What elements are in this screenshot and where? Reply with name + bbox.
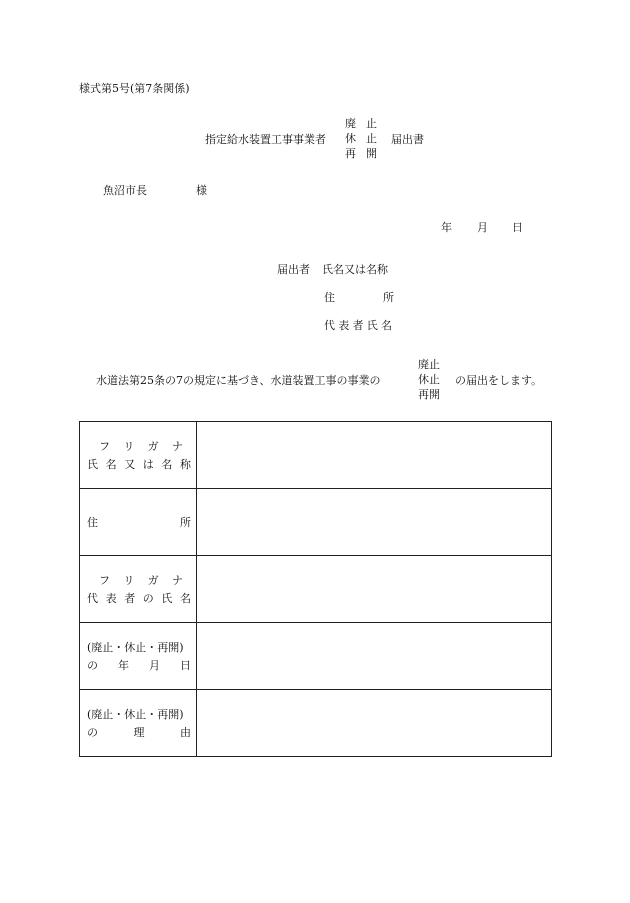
reason-label-cell <box>80 690 197 757</box>
name-label: 氏 名 又 は 名 称 <box>87 457 191 471</box>
furigana-name-label-cell <box>80 422 197 489</box>
address-value-field[interactable] <box>197 489 552 556</box>
statement-text: 水道法第25条の7の規定に基づき、水道装置工事の事業の <box>96 374 381 387</box>
title-suffix: 届出書 <box>391 133 424 146</box>
table-row <box>80 556 552 623</box>
notifier-address-label: 住 所 <box>324 291 394 304</box>
form-number: 様式第5号(第7条関係) <box>79 82 190 95</box>
title-option-haishi: 廃 止 <box>345 117 377 130</box>
title-option-saikai: 再 開 <box>345 147 377 160</box>
title-options <box>345 118 377 163</box>
statement-option-saikai: 再開 <box>418 388 440 401</box>
addressee-honorific: 様 <box>196 184 207 197</box>
table-row <box>80 623 552 690</box>
title-prefix: 指定給水装置工事事業者 <box>205 133 326 146</box>
date-year: 年 <box>441 221 452 234</box>
status-paren-label: (廃止・休止・再開) <box>87 640 184 654</box>
statement-option-kyushi: 休止 <box>418 373 440 386</box>
date-day: 日 <box>512 221 523 234</box>
notifier-representative-label: 代 表 者 氏 名 <box>324 319 392 332</box>
addressee-name: 魚沼市長 <box>103 184 147 197</box>
statement-suffix: の届出をします。 <box>455 374 543 387</box>
furigana-label: フ リ ガ ナ <box>99 573 183 587</box>
statement-options <box>418 359 440 404</box>
date-label-cell <box>80 623 197 690</box>
change-date-label: の 年 月 日 <box>87 658 191 672</box>
address-label: 住 所 <box>87 515 191 529</box>
address-label-cell <box>80 489 197 556</box>
table-row <box>80 422 552 489</box>
reason-value-field[interactable] <box>197 690 552 757</box>
title-option-kyushi: 休 止 <box>345 132 377 145</box>
representative-name-label: 代 表 者 の 氏 名 <box>87 591 191 605</box>
table-row <box>80 690 552 757</box>
furigana-label: フ リ ガ ナ <box>99 439 183 453</box>
date-month: 月 <box>477 221 488 234</box>
notifier-label: 届出者 <box>277 263 310 276</box>
name-value-field[interactable] <box>197 422 552 489</box>
table-row <box>80 489 552 556</box>
representative-label-cell <box>80 556 197 623</box>
statement-option-haishi: 廃止 <box>418 358 440 371</box>
reason-label: の 理 由 <box>87 725 191 739</box>
status-paren-label: (廃止・休止・再開) <box>87 707 184 721</box>
notifier-name-label: 氏名又は名称 <box>322 263 388 276</box>
notification-table <box>79 421 552 757</box>
change-date-value-field[interactable] <box>197 623 552 690</box>
representative-value-field[interactable] <box>197 556 552 623</box>
